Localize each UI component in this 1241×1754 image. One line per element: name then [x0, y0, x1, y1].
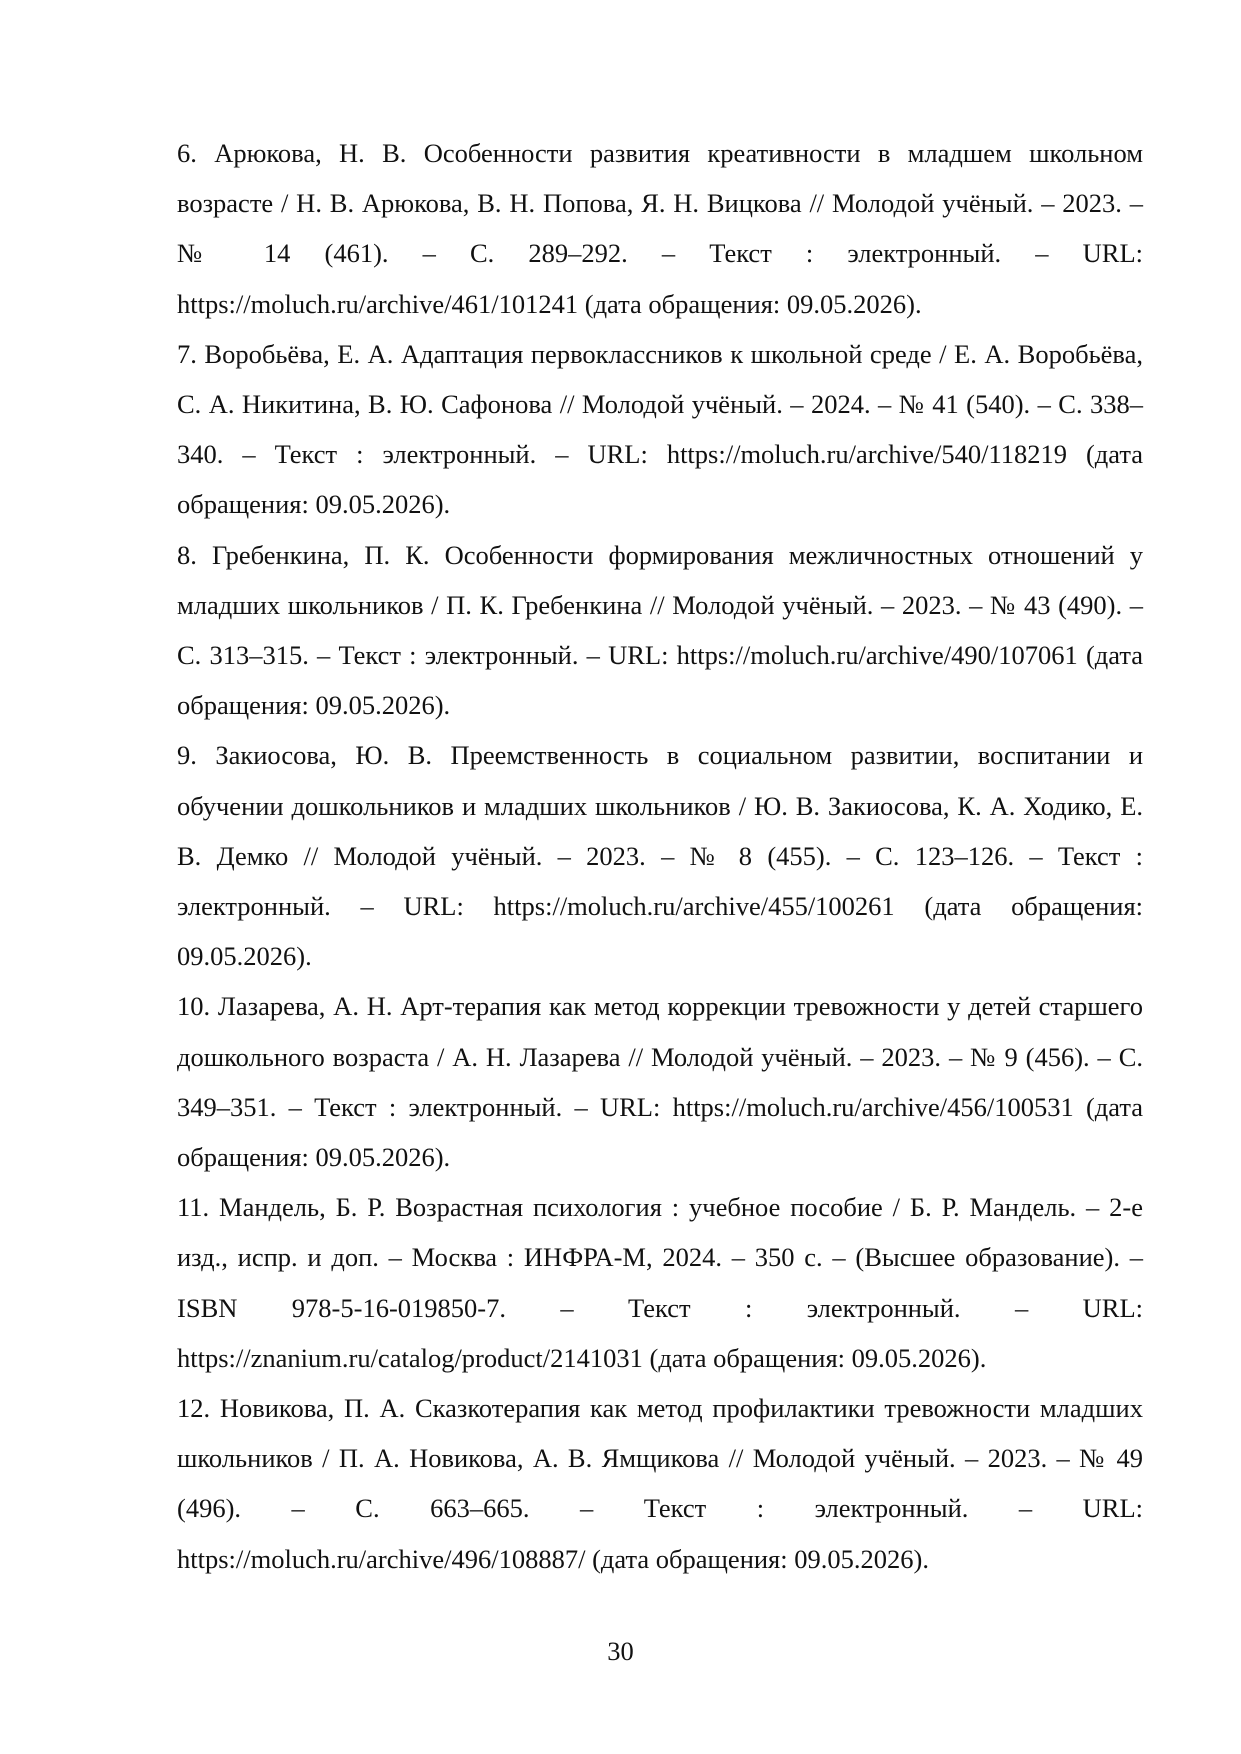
reference-list	[177, 128, 1143, 1584]
reference-item-11: 11. Мандель, Б. Р. Возрастная психология : учебное пособие / Б. Р. Мандель. – 2-е изд., испр. и доп. – Москва : ИНФРА-М, 2024. – 350 с. – (Высшее образование). – ISBN 978-5-16-019850-7. – Текст : электронный. – URL: https://znanium.ru/catalog/product/2141031 (дата обращения: 09.05.2026).	[177, 1192, 1143, 1373]
reference-item-9: 9. Закиосова, Ю. В. Преемственность в социальном развитии, воспитании и обучении дошкольников и младших школьников / Ю. В. Закиосова, К. А. Ходико, Е. В. Демко // Молодой учёный. – 2023. – № 8 (455). – С. 123–126. – Текст : электронный. – URL: https://moluch.ru/archive/455/100261 (дата обращения: 09.05.2026).	[177, 740, 1143, 972]
reference-item-12: 12. Новикова, П. А. Сказкотерапия как метод профилактики тревожности младших школьников / П. А. Новикова, А. В. Ямщикова // Молодой учёный. – 2023. – № 49 (496). – С. 663–665. – Текст : электронный. – URL: https://moluch.ru/archive/496/108887/ (дата обращения: 09.05.2026).	[177, 1393, 1143, 1574]
page-number: 30	[607, 1636, 634, 1666]
reference-item-8: 8. Гребенкина, П. К. Особенности формирования межличностных отношений у младших школьников / П. К. Гребенкина // Молодой учёный. – 2023. – № 43 (490). – С. 313–315. – Текст : электронный. – URL: https://moluch.ru/archive/490/107061 (дата обращения: 09.05.2026).	[177, 539, 1143, 721]
reference-item-6: 6. Арюкова, Н. В. Особенности развития креативности в младшем школьном возрасте / Н. В. Арюкова, В. Н. Попова, Я. Н. Вицкова // Молодой учёный. – 2023. – № 14 (461). – С. 289–292. – Текст : электронный. – URL: https://moluch.ru/archive/461/101241 (дата обращения: 09.05.2026).	[177, 138, 1143, 319]
reference-item-7: 7. Воробьёва, Е. А. Адаптация первоклассников к школьной среде / Е. А. Воробьёва, С. А. Никитина, В. Ю. Сафонова // Молодой учёный. – 2024. – № 41 (540). – С. 338–340. – Текст : электронный. – URL: https://moluch.ru/archive/540/118219 (дата обращения: 09.05.2026).	[177, 338, 1143, 520]
reference-item-10: 10. Лазарева, А. Н. Арт-терапия как метод коррекции тревожности у детей старшего дошкольного возраста / А. Н. Лазарева // Молодой учёный. – 2023. – № 9 (456). – С. 349–351. – Текст : электронный. – URL: https://moluch.ru/archive/456/100531 (дата обращения: 09.05.2026).	[177, 991, 1143, 1173]
